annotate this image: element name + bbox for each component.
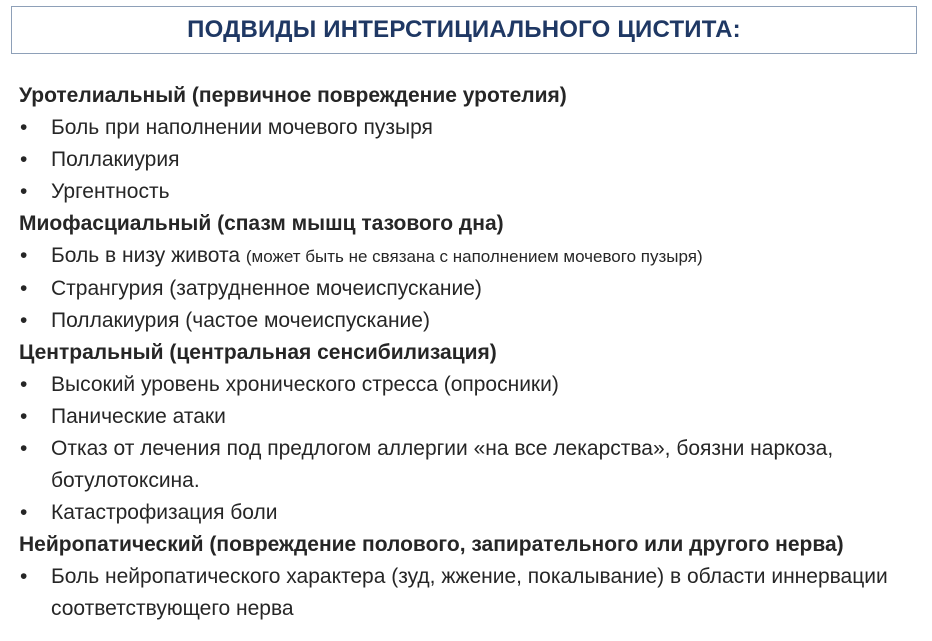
list-item-text — [51, 401, 919, 433]
bullet-icon: • — [20, 148, 28, 171]
bullet-list — [19, 240, 919, 337]
bullet-icon: • — [20, 180, 28, 203]
item-main-text: Боль в низу живота — [51, 244, 246, 267]
bullet-icon: • — [20, 116, 28, 139]
list-item — [19, 305, 919, 337]
list-item — [19, 144, 919, 176]
list-item — [19, 176, 919, 208]
item-main-text: Панические атаки — [51, 405, 226, 428]
list-item-text — [51, 497, 919, 529]
bullet-icon: • — [20, 309, 28, 332]
bullet-list — [19, 561, 919, 625]
item-main-text: Отказ от лечения под предлогом аллергии «на все лекарства», боязни наркоза, ботулотоксина. — [51, 437, 834, 492]
list-item-text — [51, 112, 919, 144]
section-neuropathic — [19, 529, 919, 625]
list-item-text — [51, 561, 919, 625]
list-item — [19, 112, 919, 144]
section-central — [19, 337, 919, 529]
title-box — [11, 6, 917, 54]
list-item-text — [51, 305, 919, 337]
content-area — [19, 80, 919, 625]
page-title: ПОДВИДЫ ИНТЕРСТИЦИАЛЬНОГО ЦИСТИТА: — [187, 16, 741, 43]
section-urothelial — [19, 80, 919, 208]
list-item — [19, 561, 919, 625]
item-main-text: Боль нейропатического характера (зуд, жжение, покалывание) в области иннервации соответствующего нерва — [51, 565, 888, 620]
list-item-text — [51, 144, 919, 176]
item-main-text: Ургентность — [51, 180, 170, 203]
item-main-text: Боль при наполнении мочевого пузыря — [51, 116, 433, 139]
item-note: (может быть не связана с наполнением мочевого пузыря) — [245, 247, 703, 266]
item-main-text: Поллакиурия — [51, 148, 180, 171]
list-item — [19, 369, 919, 401]
bullet-icon: • — [20, 277, 28, 300]
bullet-list — [19, 369, 919, 529]
list-item — [19, 240, 919, 273]
item-main-text: Катастрофизация боли — [51, 501, 278, 524]
section-heading: Центральный (центральная сенсибилизация) — [19, 341, 497, 364]
list-item-text — [51, 273, 919, 305]
bullet-icon: • — [20, 437, 28, 460]
section-heading: Миофасциальный (спазм мышц тазового дна) — [19, 212, 504, 235]
list-item-text — [51, 176, 919, 208]
bullet-list — [19, 112, 919, 208]
section-heading: Уротелиальный (первичное повреждение уротелия) — [19, 84, 567, 107]
bullet-icon: • — [20, 373, 28, 396]
list-item — [19, 273, 919, 305]
section-heading: Нейропатический (повреждение полового, запирательного или другого нерва) — [19, 533, 844, 556]
list-item — [19, 401, 919, 433]
bullet-icon: • — [20, 565, 28, 588]
list-item-text — [51, 433, 919, 497]
item-main-text: Странгурия (затрудненное мочеиспускание) — [51, 277, 482, 300]
list-item — [19, 497, 919, 529]
item-main-text: Высокий уровень хронического стресса (опросники) — [51, 373, 559, 396]
section-myofascial — [19, 208, 919, 337]
list-item — [19, 433, 919, 497]
list-item-text — [51, 369, 919, 401]
list-item-text — [51, 240, 919, 273]
bullet-icon: • — [20, 244, 28, 267]
bullet-icon: • — [20, 405, 28, 428]
item-main-text: Поллакиурия (частое мочеиспускание) — [51, 309, 430, 332]
bullet-icon: • — [20, 501, 28, 524]
